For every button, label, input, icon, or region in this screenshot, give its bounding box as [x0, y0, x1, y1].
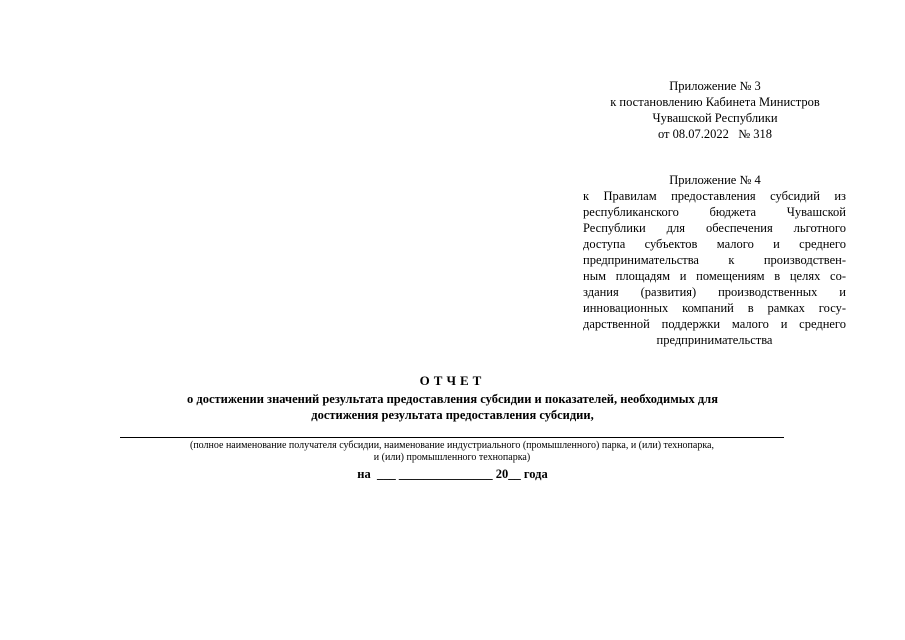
- caption-line: и (или) промышленного технопарка): [373, 452, 531, 463]
- appendix-4-body-line: здания (развития) производственных и: [583, 285, 846, 299]
- appendix-3-line: Чувашской Республики: [652, 111, 778, 125]
- appendix-4-body: [583, 188, 846, 348]
- report-title: ОТЧЕТ: [419, 373, 486, 388]
- appendix-3-line: к постановлению Кабинета Министров: [610, 95, 820, 109]
- appendix-4-body-line: республиканского бюджета Чувашской: [583, 205, 846, 219]
- appendix-3-header: [580, 78, 850, 142]
- appendix-3-line: Приложение № 3: [669, 79, 761, 93]
- report-subtitle-line: о достижении значений результата предоставления субсидии и показателей, необходимых для: [187, 392, 718, 406]
- appendix-3-line: от 08.07.2022 № 318: [657, 127, 773, 141]
- appendix-4-body-line: дарственной поддержки малого и среднего: [583, 317, 846, 331]
- appendix-4-body-line: к Правилам предоставления субсидий из: [583, 189, 846, 203]
- appendix-4-body-line: Республики для обеспечения льготного: [583, 221, 846, 235]
- appendix-4-body-line: предпринимательства к производствен-: [583, 253, 846, 267]
- report-subtitle-line: достижения результата предоставления субсидии,: [311, 408, 594, 422]
- appendix-4-body-line: ным площадям и помещениям в целях со-: [583, 269, 846, 283]
- appendix-4-title: Приложение № 4: [669, 173, 761, 187]
- appendix-4-body-line: доступа субъектов малого и среднего: [583, 237, 846, 251]
- recipient-name-blank-line: [120, 437, 784, 438]
- recipient-name-caption: [120, 440, 784, 464]
- report-period: на ___ _______________ 20__ года: [357, 467, 548, 481]
- caption-line: (полное наименование получателя субсидии, наименование индустриального (промышленного) парка, и (или) технопарка,: [190, 440, 714, 451]
- report-subtitle: [120, 391, 785, 423]
- appendix-4-body-line: предпринимательства: [656, 333, 773, 347]
- appendix-4-body-line: инновационных компаний в рамках госу-: [583, 301, 846, 315]
